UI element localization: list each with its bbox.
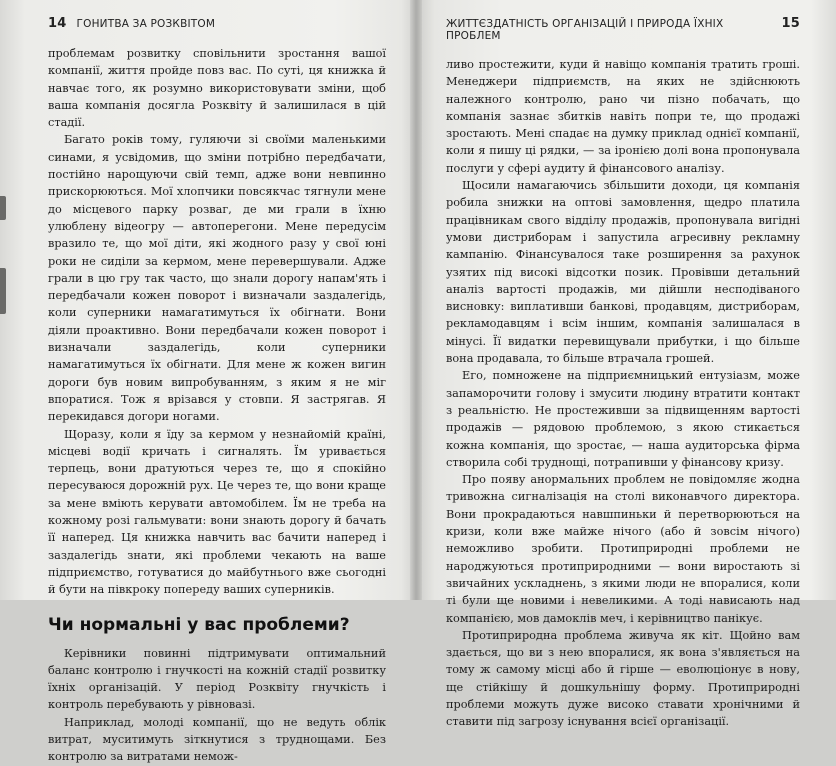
right-paragraph-5: Протиприродна проблема живуча як кіт. Щойно вам здається, що ви з нею впоралися, як вона з'являється на тому ж самому місці або й гірше — еволюціонує в нову, ще стійкішу й дошкульнішу форму. Протиприродні проблеми можуть дуже високо ставати хронічними й ставити під загрозу існування всієї організації. (446, 628, 800, 729)
left-paragraph-5: Наприклад, молоді компанії, що не ведуть облік витрат, муситимуть зіткнутися з труднощами. Без контролю за витратами немож- (48, 715, 386, 764)
right-running-head (446, 16, 800, 42)
left-running-head (48, 16, 386, 31)
right-paragraph-3: Его, помножене на підприємницький ентузіазм, може запаморочити голову і змусити людину втратити контакт з реальністю. Не простеживши за підвищенням вартості продажів — рядовою проблемою, з якою стикається кожна компанія, що зростає, — наша аудиторська фірма створила собі труднощі, потрапивши у фінансову кризу. (446, 369, 800, 469)
left-paragraph-1: проблемам розвитку сповільнити зростання вашої компанії, життя пройде повз вас. По суті, ця книжка й навчає того, як розумно використовувати зміни, щоб ваша компанія досягла Розквіту й залишилася в цій стадії. (48, 47, 386, 130)
left-running-title: ГОНИТВА ЗА РОЗКВІТОМ (76, 18, 216, 30)
right-paragraph-4: Про появу анормальних проблем не повідомляє жодна тривожна сигналізація на столі виконавчого директора. Вони прокрадаються навшпиньки й перетворюються на кризи, коли вже майже нічого (або й зовсім нічого) неможливо зробити. Протиприродні проблеми не народжуються протиприродними — вони виростають зі звичайних ускладнень, з якими люди не впоралися, коли ті були ще новими і невеликими. А тоді нависають над компанією, мов дамоклів меч, і керівництво панікує. (446, 473, 800, 625)
right-page (420, 0, 836, 729)
left-page-number: 14 (48, 16, 67, 31)
right-paragraph-2: Щосили намагаючись збільшити доходи, ця компанія робила знижки на оптові замовлення, щедро платила працівникам свого відділу продажів, пропонувала вигідні умови дистриборам і запустила агресивну рекламну кампанію. Фінансувалося таке розширення за рахунок узятих під високі відсотки позик. Провівши детальний аналіз вартості продажів, ми дійшли несподіваного висновку: виплативши банкові, продавцям, дистриборам, рекламодавцям і всім іншим, компанія залишалася в мінусі. Її видатки перевищували прибутки, і що більше вона продавала, то більше втрачала грошей. (446, 179, 800, 366)
left-paragraph-4: Керівники повинні підтримувати оптимальний баланс контролю і гнучкості на кожній стадії розвитку їхніх організацій. У період Розквіту гнучкість і контроль перебувають у рівновазі. (48, 646, 386, 712)
right-page-number: 15 (781, 16, 800, 31)
section-heading: Чи нормальні у вас проблеми? (48, 614, 350, 635)
left-paragraph-3: Щоразу, коли я їду за кермом у незнайомій країні, місцеві водії кричать і сигналять. Їм уривається терпець, вони дратуються через те, що я спокійно пересуваюся дорожній рух. Це через те, що вони краще за мене вміють керувати автомобілем. Їм не треба на кожному розі гальмувати: вони знають дорогу й бачать її наперед. Ця книжка навчить вас бачити наперед і заздалегідь знати, які проблеми чекають на ваше підприємство, готуватися до майбутнього вже сьогодні й бути на півкроку попереду ваших суперників. (48, 427, 386, 597)
left-page (0, 0, 412, 764)
left-paragraph-2: Багато років тому, гуляючи зі своїми маленькими синами, я усвідомив, що зміни потрібно передбачати, постійно нарощуючи свій темп, адже вони невпинно прискорюються. Мої хлопчики повсякчас тягнули мене до місцевого парку розваг, де ми грали в їхню улюблену відеогру — автоперегони. Мене передусім вразило те, що мої діти, які жодного разу у свої юні роки не сиділи за кермом, мене перевершували. Адже грали в цю гру так часто, що знали дорогу напам'ять і передбачали кожен поворот і визначали заздалегідь, коли суперники намагатимуться їх обігнати. Вони діяли проактивно. Вони передбачали кожен поворот і визначали заздалегідь, коли суперники намагатимуться їх обігнати. Для мене ж кожен вигин дороги був новим випробуванням, з яким я не міг впоратися. Тож я врізався у стовпи. Я застрягав. Я перекидався догори ногами. (48, 133, 386, 424)
right-running-title: ЖИТТЄЗДАТНІСТЬ ОРГАНІЗАЦІЙ І ПРИРОДА ЇХНІХ ПРОБЛЕМ (446, 18, 724, 42)
right-paragraph-1: ливо простежити, куди й навіщо компанія тратить гроші. Менеджери підприємств, на яких не здійснюють належного контролю, рано чи пізно побачать, що компанія зазнає збитків навіть попри те, що продажі зростають. Мені спадає на думку приклад однієї компанії, коли я пишу ці рядки, — за іронією долі вона пропонувала послуги у сфері аудиту й фінансового аналізу. (446, 58, 800, 175)
